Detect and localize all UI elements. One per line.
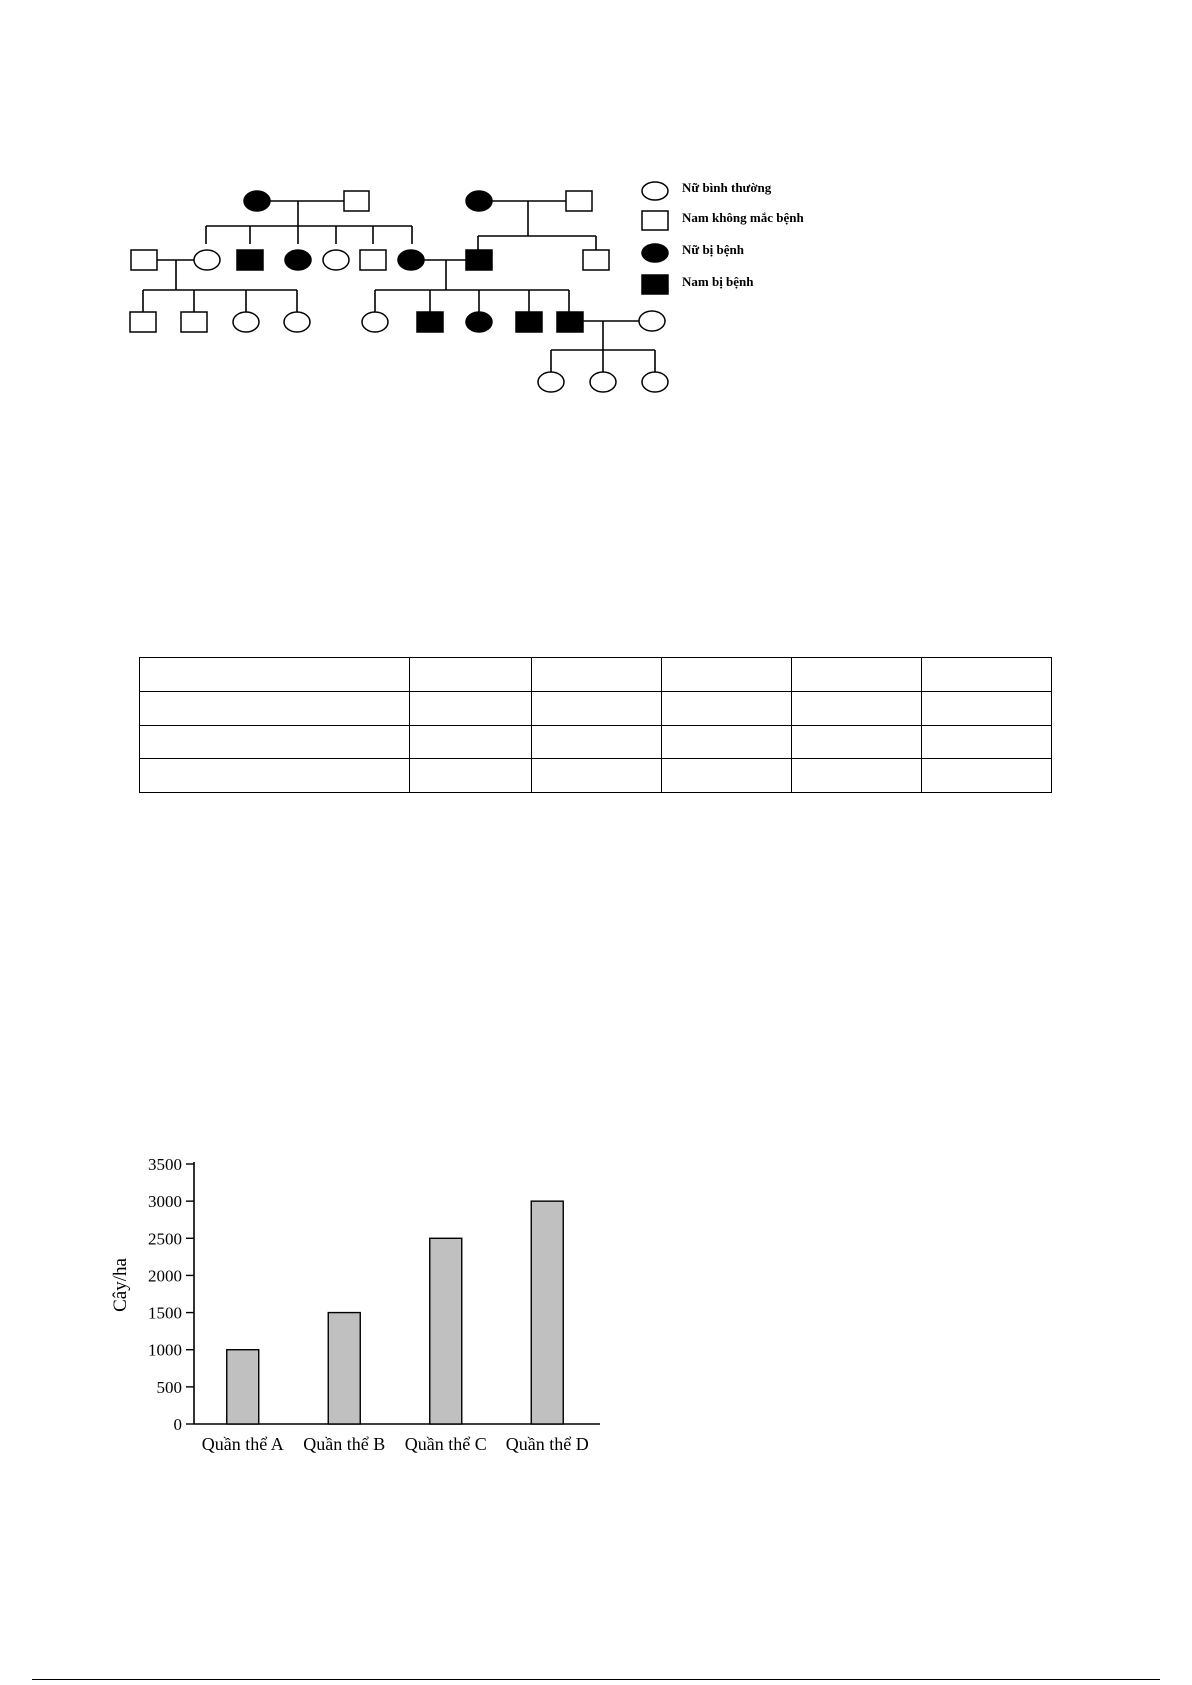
unaffected-male [344, 191, 369, 211]
affected-female [244, 191, 270, 211]
filled-circle-icon [640, 242, 670, 264]
data-table [139, 657, 1052, 793]
table-cell [662, 759, 792, 793]
affected-female [466, 312, 492, 332]
legend-label: Nam không mắc bệnh [682, 210, 804, 225]
y-tick-label: 2500 [148, 1229, 182, 1249]
normal-female [323, 250, 349, 270]
table-cell [410, 725, 532, 759]
table-cell [792, 725, 922, 759]
table-cell [532, 759, 662, 793]
pedigree-lines [143, 201, 655, 372]
table-row [140, 725, 1052, 759]
y-tick-label: 1000 [148, 1340, 182, 1360]
unaffected-male [583, 250, 609, 270]
table-cell [410, 691, 532, 725]
x-tick-label: Quần thể D [505, 1434, 589, 1454]
bar-chart [100, 1140, 620, 1480]
affected-male [466, 250, 492, 270]
table-cell [532, 691, 662, 725]
y-tick-label: 1500 [148, 1303, 182, 1323]
table-cell [922, 725, 1052, 759]
table-cell [792, 759, 922, 793]
normal-female [194, 250, 220, 270]
table-cell [922, 691, 1052, 725]
normal-female [538, 372, 564, 392]
y-tick-label: 3000 [148, 1192, 182, 1212]
table-cell [792, 691, 922, 725]
affected-male [557, 312, 583, 332]
table-cell [792, 658, 922, 692]
open-circle-icon [640, 180, 670, 202]
unaffected-male [360, 250, 386, 270]
normal-female [233, 312, 259, 332]
table-cell [532, 658, 662, 692]
open-square-icon [640, 210, 670, 232]
table-cell [140, 759, 410, 793]
filled-square-icon [640, 274, 670, 296]
footer-rule [32, 1679, 1160, 1680]
affected-male [417, 312, 443, 332]
unaffected-male [130, 312, 156, 332]
y-axis-label: Cây/ha [110, 1258, 131, 1312]
unaffected-male [131, 250, 157, 270]
table-cell [662, 658, 792, 692]
table-cell [532, 725, 662, 759]
normal-female [639, 311, 665, 331]
y-tick-label: 3500 [148, 1155, 182, 1174]
table-row [140, 658, 1052, 692]
table-cell [922, 658, 1052, 692]
bar [227, 1350, 259, 1424]
table-cell [662, 691, 792, 725]
affected-female [466, 191, 492, 211]
table-cell [662, 725, 792, 759]
affected-male [237, 250, 263, 270]
pedigree-diagram [0, 0, 1192, 420]
x-tick-label: Quần thể B [303, 1434, 386, 1454]
affected-female [398, 250, 424, 270]
chart-bars [227, 1201, 564, 1424]
y-tick-label: 500 [156, 1377, 182, 1397]
normal-female [362, 312, 388, 332]
bar [328, 1313, 360, 1424]
unaffected-male [566, 191, 592, 211]
y-axis-ticks [148, 1155, 194, 1434]
normal-female [642, 372, 668, 392]
table-cell [140, 658, 410, 692]
legend-label: Nữ bình thường [682, 180, 772, 195]
table-row [140, 691, 1052, 725]
legend-label: Nam bị bệnh [682, 274, 754, 289]
table-row [140, 759, 1052, 793]
normal-female [590, 372, 616, 392]
x-axis-labels [202, 1434, 589, 1454]
y-tick-label: 0 [173, 1415, 182, 1434]
bar [430, 1238, 462, 1424]
legend-label: Nữ bị bệnh [682, 242, 744, 257]
normal-female [284, 312, 310, 332]
y-tick-label: 2000 [148, 1266, 182, 1286]
unaffected-male [181, 312, 207, 332]
table-cell [410, 658, 532, 692]
table-cell [922, 759, 1052, 793]
bar [531, 1201, 563, 1424]
table-cell [140, 725, 410, 759]
table-cell [140, 691, 410, 725]
affected-male [516, 312, 542, 332]
table-cell [410, 759, 532, 793]
affected-female [285, 250, 311, 270]
x-tick-label: Quần thể A [201, 1434, 284, 1454]
x-tick-label: Quần thể C [404, 1434, 487, 1454]
